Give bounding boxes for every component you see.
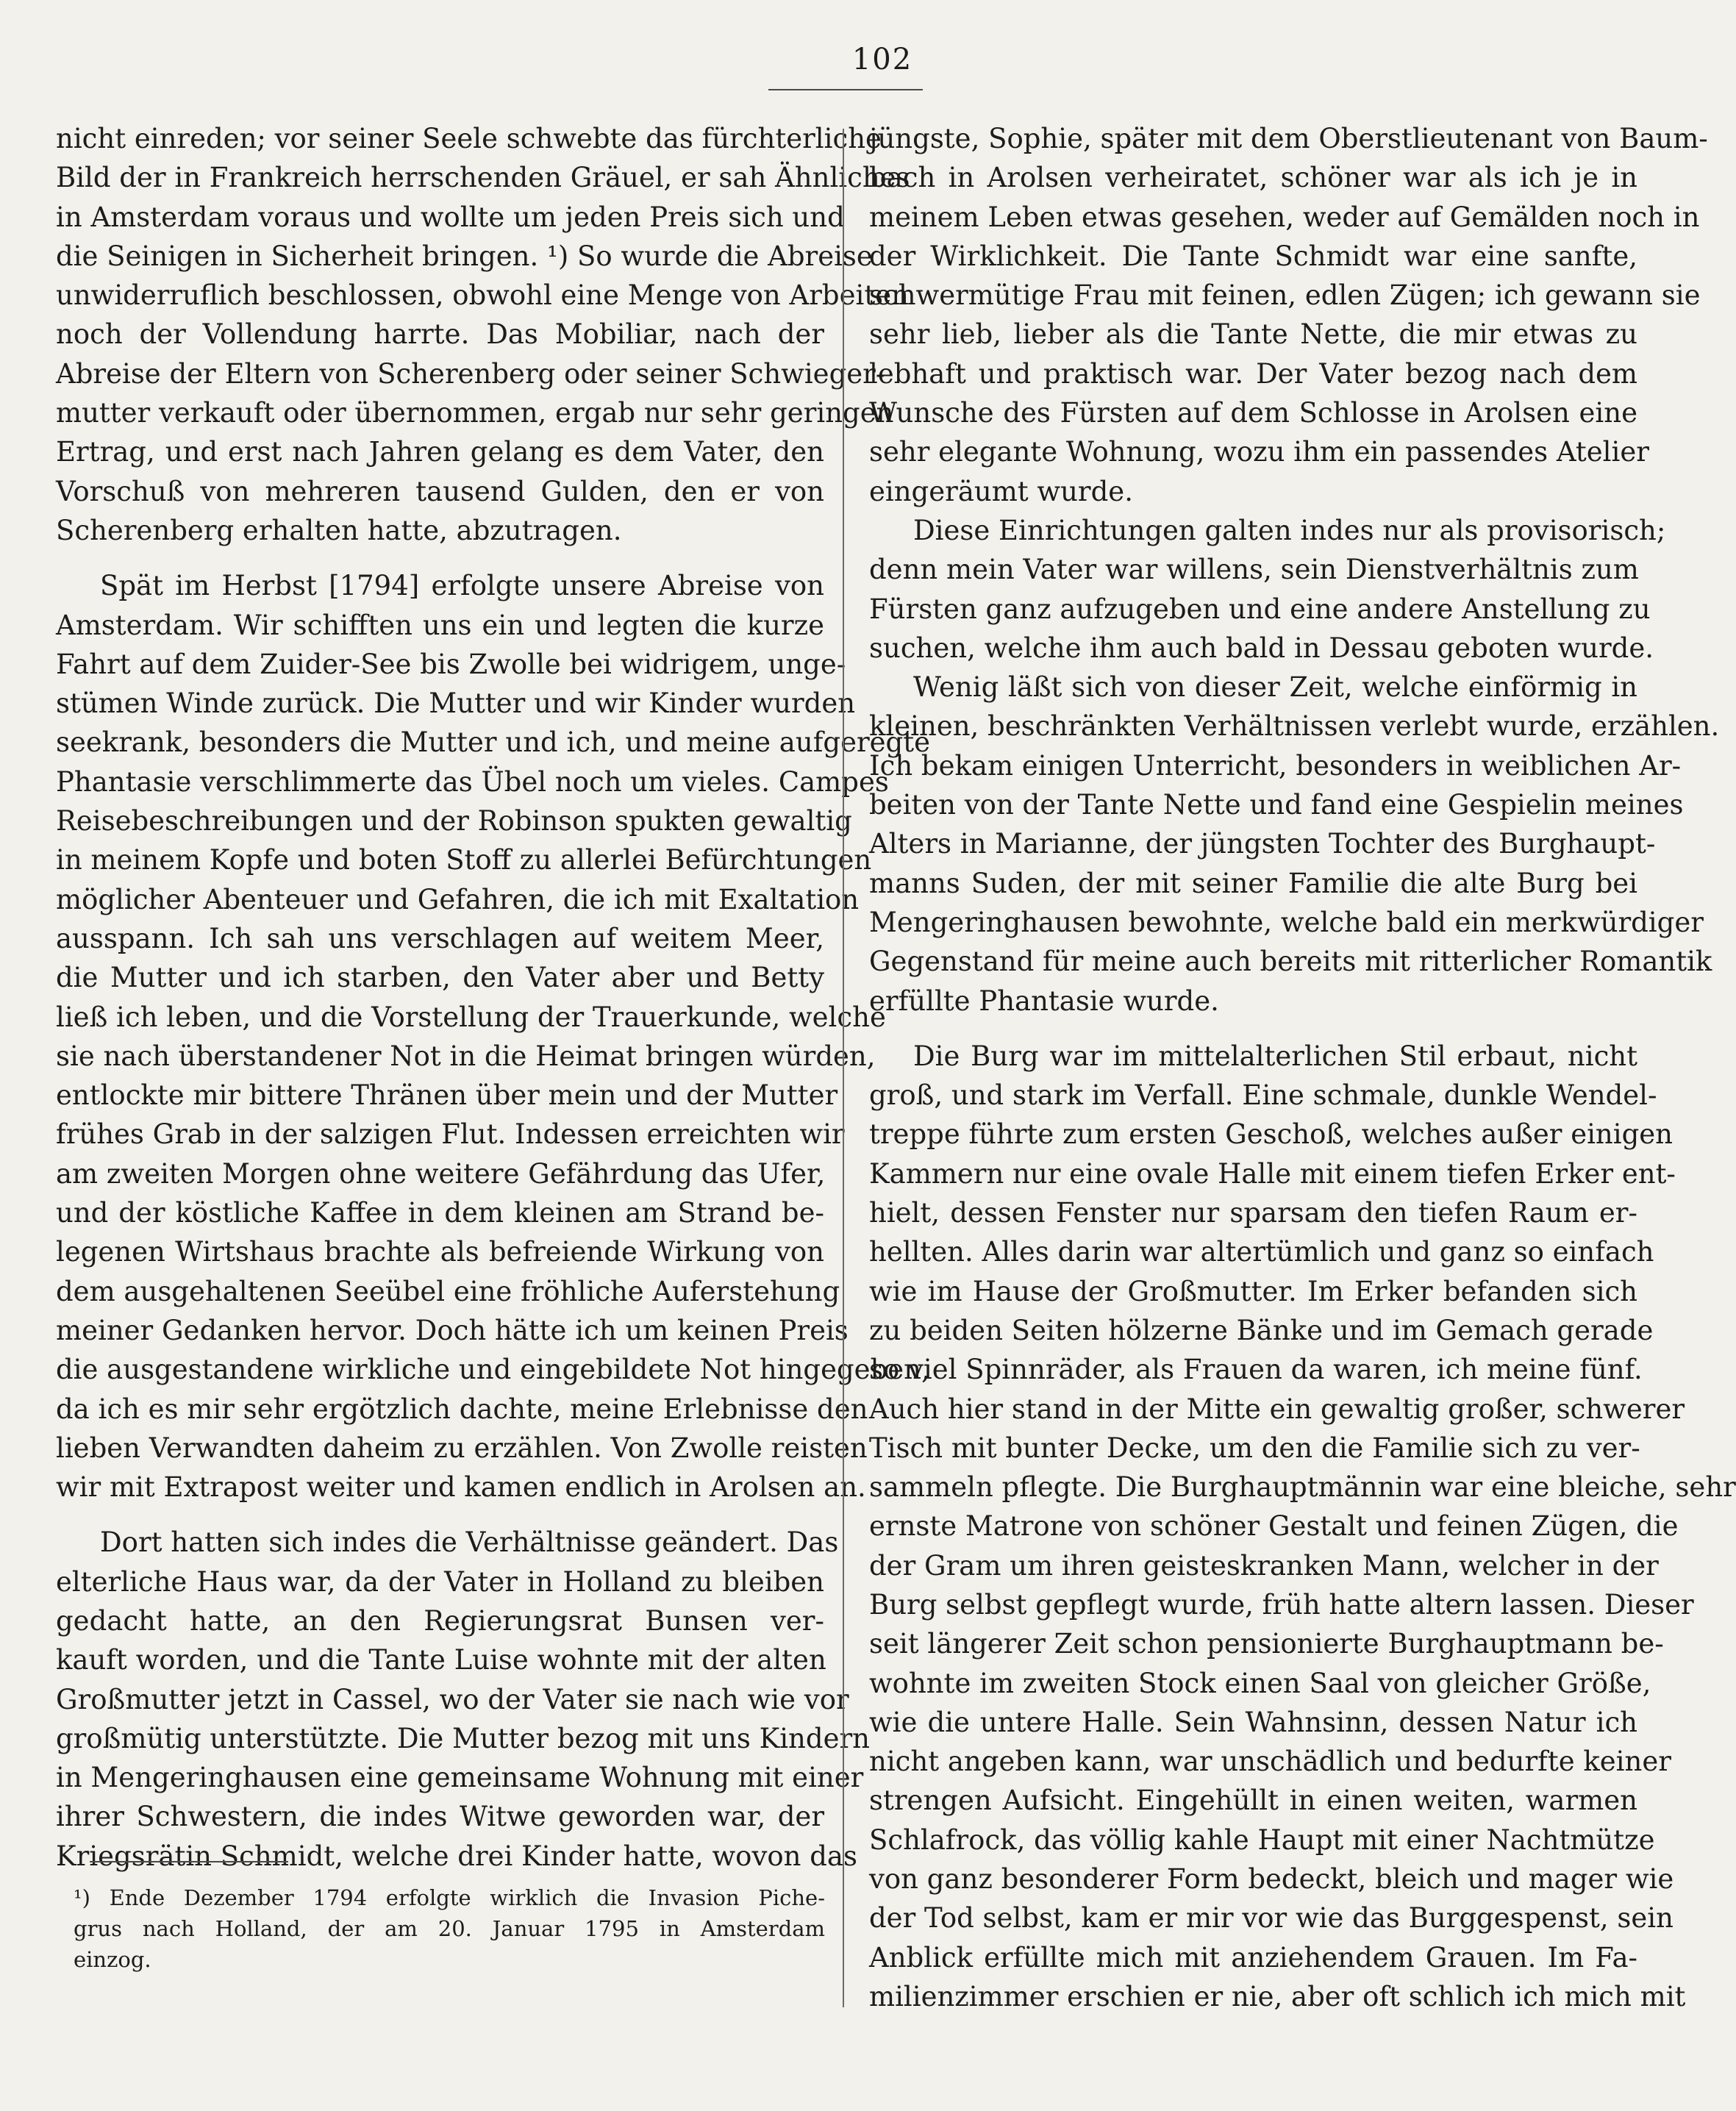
text-line: manns Suden, der mit seiner Familie die alte Burg bei xyxy=(869,867,1637,899)
text-line: der Tod selbst, kam er mir vor wie das Burggespenst, sein xyxy=(869,1902,1674,1935)
text-line: Abreise der Eltern von Scherenberg oder seiner Schwieger- xyxy=(56,357,885,390)
paragraph-gap xyxy=(869,1021,1637,1037)
text-line: Wenig läßt sich von dieser Zeit, welche einförmig in xyxy=(913,671,1637,704)
text-line: die Seinigen in Sicherheit bringen. ¹) So wurde die Abreise xyxy=(56,240,873,272)
page-number-rule xyxy=(768,89,923,90)
text-line: Reisebeschreibungen und der Robinson spukten gewaltig xyxy=(56,805,852,837)
text-line: Mengeringhausen bewohnte, welche bald ein merkwürdiger xyxy=(869,906,1704,938)
page-number: 102 xyxy=(851,43,913,76)
paragraph-gap xyxy=(56,550,824,566)
text-line: wie im Hause der Großmutter. Im Erker befanden sich xyxy=(869,1275,1637,1307)
text-line: Tisch mit bunter Decke, um den die Familie sich zu ver- xyxy=(869,1432,1640,1464)
text-line: Spät im Herbst [1794] erfolgte unsere Abreise von xyxy=(100,570,824,602)
text-line: Alters in Marianne, der jüngsten Tochter des Burghaupt- xyxy=(869,828,1656,860)
text-line: Diese Einrichtungen galten indes nur als provisorisch; xyxy=(913,514,1666,546)
text-line: sammeln pflegte. Die Burghauptmännin war eine bleiche, sehr xyxy=(869,1471,1736,1504)
text-line: bach in Arolsen verheiratet, schöner war als ich je in xyxy=(869,162,1637,194)
text-line: unwiderruflich beschlossen, obwohl eine Menge von Arbeiten xyxy=(56,279,909,312)
text-line: in Amsterdam voraus und wollte um jeden Preis sich und xyxy=(56,201,845,233)
text-line: Fahrt auf dem Zuider-See bis Zwolle bei widrigem, unge- xyxy=(56,648,846,680)
text-line: Phantasie verschlimmerte das Übel noch um vieles. Campes xyxy=(56,765,889,798)
text-line: kauft worden, und die Tante Luise wohnte mit der alten xyxy=(56,1644,826,1676)
footnote-line: einzog. xyxy=(74,1947,151,1972)
text-line: entlockte mir bittere Thränen über mein und der Mutter xyxy=(56,1079,838,1112)
right-column xyxy=(869,119,1736,2016)
text-line: hielt, dessen Fenster nur sparsam den tiefen Raum er- xyxy=(869,1197,1637,1229)
text-line: groß, und stark im Verfall. Eine schmale, dunkle Wendel- xyxy=(869,1079,1657,1112)
text-line: schwermütige Frau mit feinen, edlen Zügen; ich gewann sie xyxy=(869,279,1701,312)
text-line: stümen Winde zurück. Die Mutter und wir Kinder wurden xyxy=(56,687,856,720)
text-line: nicht einreden; vor seiner Seele schwebte das fürchterliche xyxy=(56,123,882,154)
footnote xyxy=(74,1882,825,1975)
text-line: kleinen, beschränkten Verhältnissen verlebt wurde, erzählen. xyxy=(869,710,1720,743)
text-line: Großmutter jetzt in Cassel, wo der Vater sie nach wie vor xyxy=(56,1683,849,1715)
text-line: legenen Wirtshaus brachte als befreiende Wirkung von xyxy=(56,1236,824,1268)
text-line: seit längerer Zeit schon pensionierte Burghauptmann be- xyxy=(869,1628,1664,1660)
text-line: Anblick erfüllte mich mit anziehendem Grauen. Im Fa- xyxy=(869,1941,1637,1974)
text-line: zu beiden Seiten hölzerne Bänke und im Gemach gerade xyxy=(869,1314,1654,1346)
text-line: Kriegsrätin Schmidt, welche drei Kinder hatte, wovon das xyxy=(56,1840,857,1872)
text-line: die ausgestandene wirkliche und eingebildete Not hingegeben, xyxy=(56,1354,930,1386)
text-line: die Mutter und ich starben, den Vater aber und Betty xyxy=(56,962,824,994)
text-line: lebhaft und praktisch war. Der Vater bezog nach dem xyxy=(869,357,1637,390)
text-line: Burg selbst gepflegt wurde, früh hatte altern lassen. Dieser xyxy=(869,1588,1694,1621)
text-line: ließ ich leben, und die Vorstellung der Trauerkunde, welche xyxy=(56,1001,886,1033)
text-line: Ich bekam einigen Unterricht, besonders in weiblichen Ar- xyxy=(869,749,1682,782)
text-line: so viel Spinnräder, als Frauen da waren, ich meine fünf. xyxy=(869,1354,1643,1386)
text-line: und der köstliche Kaffee in dem kleinen am Strand be- xyxy=(56,1197,824,1229)
text-line: ernste Matrone von schöner Gestalt und feinen Zügen, die xyxy=(869,1510,1679,1543)
text-line: sehr lieb, lieber als die Tante Nette, die mir etwas zu xyxy=(869,318,1637,351)
text-line: meiner Gedanken hervor. Doch hätte ich um keinen Preis xyxy=(56,1314,849,1346)
text-line: nicht angeben kann, war unschädlich und bedurfte keiner xyxy=(869,1746,1671,1778)
column-divider xyxy=(843,129,844,2007)
text-line: Schlafrock, das völlig kahle Haupt mit einer Nachtmütze xyxy=(869,1824,1655,1856)
text-line: in meinem Kopfe und boten Stoff zu allerlei Befürchtungen xyxy=(56,844,872,876)
footnote-line: ¹) Ende Dezember 1794 erfolgte wirklich die Invasion Piche- xyxy=(74,1885,825,1910)
text-line: Amsterdam. Wir schifften uns ein und legten die kurze xyxy=(56,609,824,641)
text-line: Wunsche des Fürsten auf dem Schlosse in Arolsen eine xyxy=(869,397,1637,429)
text-line: ausspann. Ich sah uns verschlagen auf weitem Meer, xyxy=(56,922,824,954)
text-line: sehr elegante Wohnung, wozu ihm ein passendes Atelier xyxy=(869,436,1649,468)
left-column xyxy=(56,119,931,1876)
text-line: jüngste, Sophie, später mit dem Oberstlieutenant von Baum- xyxy=(869,123,1708,154)
text-line: treppe führte zum ersten Geschoß, welches außer einigen xyxy=(869,1118,1673,1151)
text-line: großmütig unterstützte. Die Mutter bezog mit uns Kindern xyxy=(56,1722,870,1754)
text-line: denn mein Vater war willens, sein Dienstverhältnis zum xyxy=(869,554,1639,586)
text-line: Fürsten ganz aufzugeben und eine andere Anstellung zu xyxy=(869,593,1651,625)
text-line: eingeräumt wurde. xyxy=(869,475,1133,507)
footnote-rule xyxy=(90,1861,288,1862)
footnote-line: grus nach Holland, der am 20. Januar 1795 in Amsterdam xyxy=(74,1916,825,1941)
text-line: erfüllte Phantasie wurde. xyxy=(869,985,1219,1017)
text-line: Auch hier stand in der Mitte ein gewaltig großer, schwerer xyxy=(869,1393,1685,1425)
text-line: suchen, welche ihm auch bald in Dessau geboten wurde. xyxy=(869,632,1654,664)
text-line: Die Burg war im mittelalterlichen Stil erbaut, nicht xyxy=(913,1040,1637,1072)
text-line: Scherenberg erhalten hatte, abzutragen. xyxy=(56,514,622,546)
text-line: milienzimmer erschien er nie, aber oft schlich ich mich mit xyxy=(869,1980,1686,2012)
text-line: gedacht hatte, an den Regierungsrat Bunsen ver- xyxy=(56,1604,824,1637)
text-line: Dort hatten sich indes die Verhältnisse geändert. Das xyxy=(100,1526,839,1559)
text-line: noch der Vollendung harrte. Das Mobiliar, nach der xyxy=(56,318,824,351)
text-line: meinem Leben etwas gesehen, weder auf Gemälden noch in xyxy=(869,201,1700,233)
text-line: da ich es mir sehr ergötzlich dachte, meine Erlebnisse den xyxy=(56,1393,868,1425)
text-line: frühes Grab in der salzigen Flut. Indessen erreichten wir xyxy=(56,1118,845,1151)
text-line: wie die untere Halle. Sein Wahnsinn, dessen Natur ich xyxy=(869,1706,1637,1738)
text-line: wohnte im zweiten Stock einen Saal von gleicher Größe, xyxy=(869,1667,1651,1699)
text-line: Vorschuß von mehreren tausend Gulden, den er von xyxy=(56,475,824,507)
text-line: mutter verkauft oder übernommen, ergab nur sehr geringen xyxy=(56,397,894,429)
text-line: beiten von der Tante Nette und fand eine Gespielin meines xyxy=(869,789,1684,821)
text-line: der Gram um ihren geisteskranken Mann, welcher in der xyxy=(869,1549,1659,1582)
text-line: hellten. Alles darin war altertümlich und ganz so einfach xyxy=(869,1236,1654,1268)
text-line: möglicher Abenteuer und Gefahren, die ich mit Exaltation xyxy=(56,883,860,915)
text-line: dem ausgehaltenen Seeübel eine fröhliche Auferstehung xyxy=(56,1275,840,1307)
text-line: ihrer Schwestern, die indes Witwe geworden war, der xyxy=(56,1801,824,1833)
text-line: elterliche Haus war, da der Vater in Holland zu bleiben xyxy=(56,1565,824,1598)
text-line: wir mit Extrapost weiter und kamen endlich in Arolsen an. xyxy=(56,1471,866,1504)
text-line: Ertrag, und erst nach Jahren gelang es dem Vater, den xyxy=(56,436,824,468)
text-line: der Wirklichkeit. Die Tante Schmidt war eine sanfte, xyxy=(869,240,1637,272)
text-line: sie nach überstandener Not in die Heimat bringen würden, xyxy=(56,1040,876,1072)
text-line: Bild der in Frankreich herrschenden Gräuel, er sah Ähnliches xyxy=(56,162,910,194)
text-line: am zweiten Morgen ohne weitere Gefährdung das Ufer, xyxy=(56,1157,826,1190)
text-line: in Mengeringhausen eine gemeinsame Wohnung mit einer xyxy=(56,1762,864,1794)
text-line: Kammern nur eine ovale Halle mit einem tiefen Erker ent- xyxy=(869,1157,1676,1190)
text-line: von ganz besonderer Form bedeckt, bleich und mager wie xyxy=(869,1863,1674,1896)
text-line: seekrank, besonders die Mutter und ich, und meine aufgeregte xyxy=(56,726,931,759)
text-line: Gegenstand für meine auch bereits mit ritterlicher Romantik xyxy=(869,946,1712,978)
text-line: strengen Aufsicht. Eingehüllt in einen weiten, warmen xyxy=(869,1785,1637,1817)
paragraph-gap xyxy=(56,1507,824,1523)
text-line: lieben Verwandten daheim zu erzählen. Von Zwolle reisten xyxy=(56,1432,868,1464)
